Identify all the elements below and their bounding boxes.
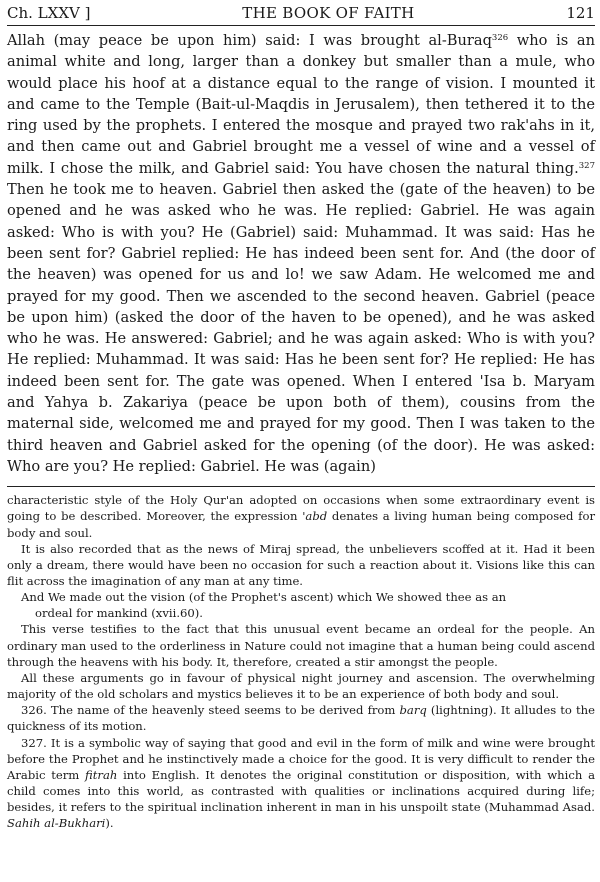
- footnote-326-end: (lightning). It alludes to the quickness of its motion.: [7, 703, 595, 734]
- book-title: THE BOOK OF FAITH: [242, 4, 415, 22]
- footnote-continued-text: characteristic style of the Holy Qur'an adopted on occasions when some extraordinary event is going to be described. Moreover, the expression: [7, 493, 595, 524]
- book-page: [7, 4, 595, 832]
- main-text: [7, 30, 595, 477]
- footnote-continued: [7, 492, 595, 540]
- page-number: 121: [566, 4, 595, 22]
- footnote-para-miraj: It is also recorded that as the news of Miraj spread, the unbelievers scoffed at it. Had it been only a dream, there would have been no occasion for such a reaction about it. Visions like this can flit across the imagination of any man at any time.: [7, 541, 595, 589]
- quran-quote-line2: ordeal for mankind (xvii.60).: [35, 606, 203, 621]
- main-text-part1: Allah (may peace be upon him) said: I was brought al-Buraq: [7, 32, 492, 49]
- footnote-326: [7, 702, 595, 734]
- footnote-ref-326: 326: [491, 33, 509, 43]
- footnote-327: [7, 735, 595, 832]
- source-title: Sahih al-Bukhari: [7, 816, 106, 831]
- footnote-327-middle: into English. It denotes the original constitution or disposition, with which a child comes into this world, as contrasted with qualities or inclinations acquired during life; besides, it refers to the spiritual inclination inherent in man in his unspoilt state (Muhammad Asad.: [7, 767, 595, 815]
- footnotes: [7, 492, 595, 831]
- footnote-326-text: 326. The name of the heavenly steed seems to be derived from: [21, 703, 400, 718]
- term-barq: barq: [399, 703, 427, 718]
- footnote-para-ordeal: This verse testifies to the fact that this unusual event became an ordeal for the people. An ordinary man used to the orderliness in Nature could not imagine that a human being could ascend through the heavens with his body. It, therefore, created a stir amongst the people.: [7, 622, 595, 669]
- footnote-divider: [7, 486, 595, 487]
- term-abd: 'abd: [302, 509, 328, 524]
- term-fitrah: fitrah: [85, 767, 118, 782]
- footnote-327-text: 327. It is a symbolic way of saying that good and evil in the form of milk and wine were brought before the Prophet and he instinctively made a choice for the good. It is very difficult to render the Arabic term: [7, 735, 595, 782]
- footnote-ref-327: 327: [578, 160, 595, 171]
- running-header: [7, 4, 595, 26]
- footnote-continued-end: denates a living human being composed for body and soul.: [7, 509, 595, 540]
- quran-quote-line1: And We made out the vision (of the Prophet's ascent) which We showed thee as an: [21, 590, 507, 605]
- chapter-label: Ch. LXXV ]: [7, 4, 91, 22]
- main-text-part3: Then he took me to heaven. Gabriel then asked the (gate of the heaven) to be opened and he was asked who he was. He replied: Gabriel. He was again asked: Who is with you? He (Gabriel) said: Muhammad. It was said: Has he been sent for? Gabriel replied: He has indeed been sent for. And (the door of the heaven) was opened for us and lo! we saw Adam. He welcomed me and prayed for my good. Then we ascended to the second heaven. Gabriel (peace be upon him) (asked the door of the haven to be opened), and he was asked who he was. He answered: Gabriel; and he was again asked: Who is with you? He replied: Muhammad. It was said: Has he been sent for? He replied: He has indeed been sent for. The gate was opened. When I entered 'Isa b. Maryam and Yahya b. Zakariya (peace be upon both of them), cousins from the maternal side, welcomed me and prayed for my good. Then I was taken to the third heaven and Gabriel asked for the opening (of the door). He was asked: Who are you? He replied: Gabriel. He was (again): [7, 181, 595, 475]
- main-text-part2: who is an animal white and long, larger than a donkey but smaller than a mule, who would place his hoof at a distance equal to the range of vision. I mounted it and came to the Temple (Bait-ul-Maqdis in Jerusalem), then tethered it to the ring used by the prophets. I entered the mosque and prayed two rak'ahs in it, and then came out and Gabriel brought me a vessel of wine and a vessel of milk. I chose the milk, and Gabriel said: You have chosen the natural thing.: [7, 32, 595, 177]
- footnote-para-arguments: All these arguments go in favour of physical night journey and ascension. The overwhelming majority of the old scholars and mystics believes it to be an experience of both body and soul.: [7, 670, 595, 702]
- footnote-327-end: ).: [105, 816, 114, 831]
